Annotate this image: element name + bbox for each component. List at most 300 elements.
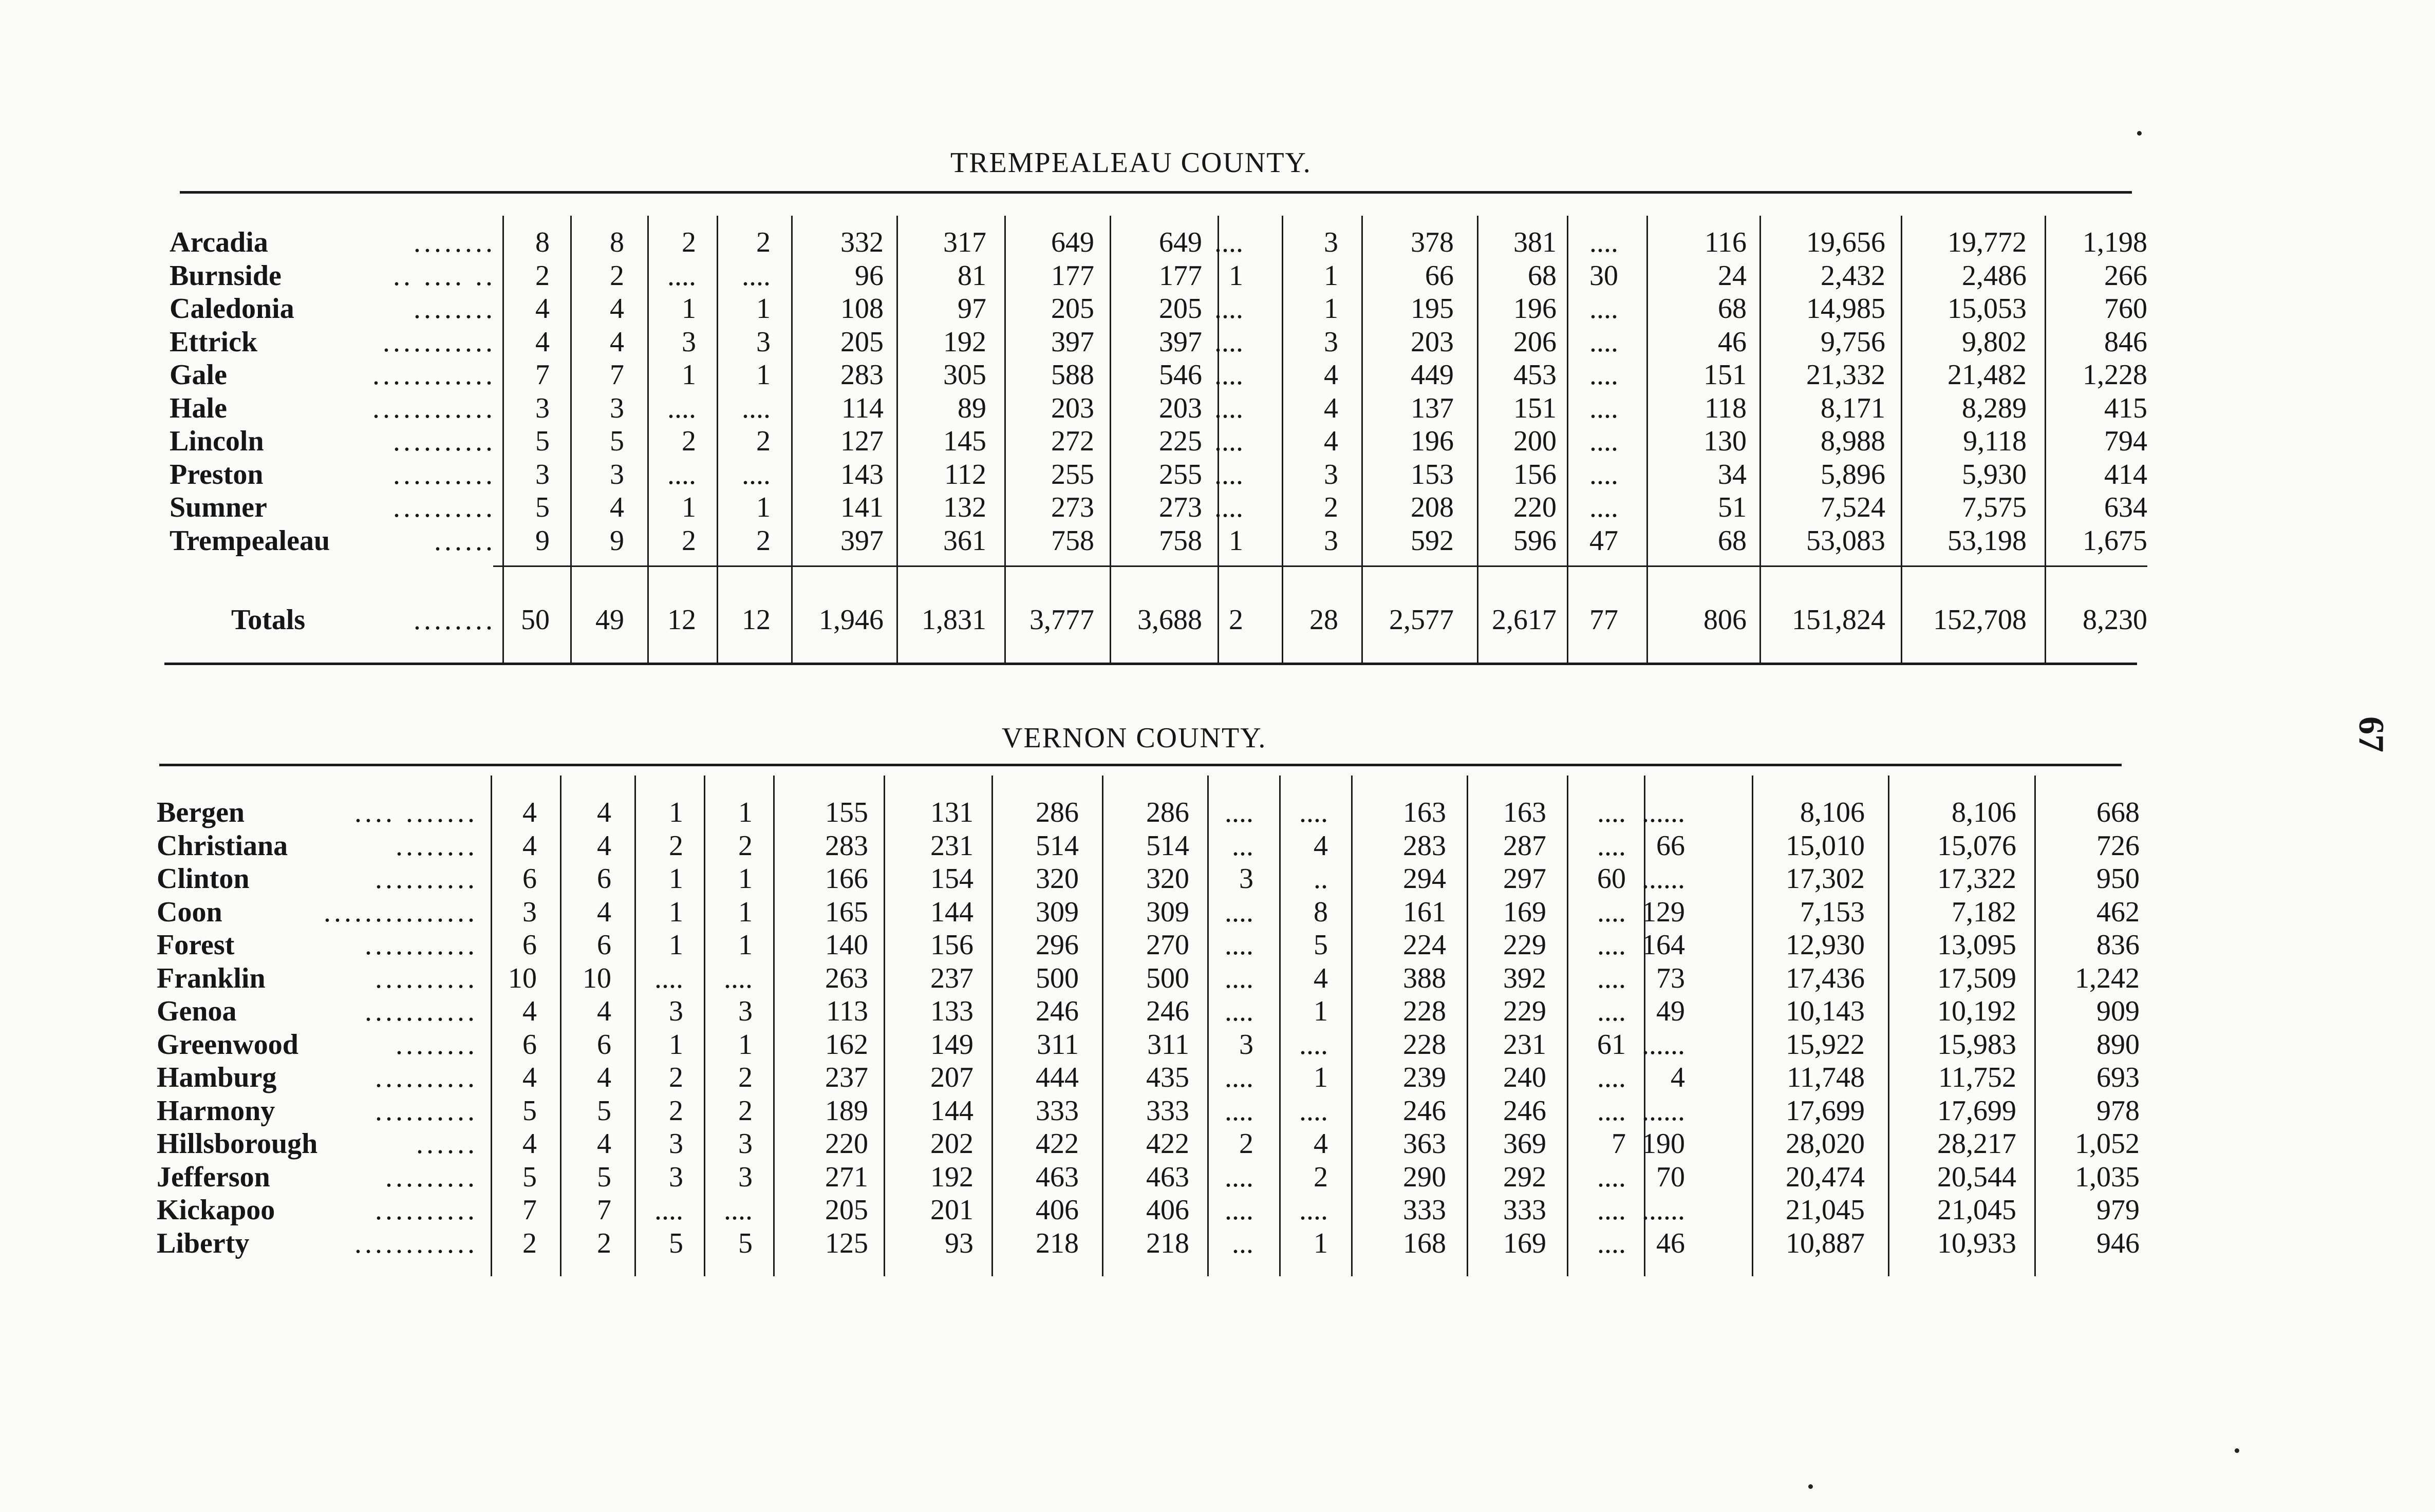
table-cell: 255 — [1159, 458, 1202, 490]
table-cell: 588 — [1051, 359, 1094, 391]
table-cell: 19,656 — [1806, 226, 1885, 258]
table-cell: 3 — [756, 326, 771, 358]
table-cell: 1,675 — [2083, 524, 2147, 557]
totals-cell: 49 — [595, 604, 624, 636]
table-cell: 154 — [930, 863, 973, 895]
table-cell: 229 — [1503, 929, 1546, 961]
column-rule — [991, 776, 993, 1276]
table-cell: .... — [742, 458, 771, 490]
table-cell: 156 — [1513, 458, 1557, 490]
table-cell: .... — [1225, 1094, 1253, 1127]
table-cell: 1 — [1324, 293, 1338, 325]
column-rule — [1102, 776, 1103, 1276]
table-cell: 3 — [1324, 458, 1338, 490]
table-cell: 169 — [1503, 1227, 1546, 1259]
table-cell: 946 — [2096, 1227, 2140, 1259]
table-cell: 4 — [1324, 359, 1338, 391]
table-cell: 9,118 — [1963, 425, 2027, 457]
table-cell: 1 — [669, 929, 683, 961]
table-cell: 4 — [1671, 1062, 1685, 1093]
table-cell: 151 — [1703, 359, 1747, 391]
table-cell: 1 — [669, 896, 683, 928]
table-cell: 794 — [2104, 425, 2147, 457]
table-cell: 546 — [1159, 359, 1202, 391]
column-rule — [1110, 216, 1111, 663]
table-cell: .... — [1589, 492, 1618, 523]
column-rule — [773, 776, 775, 1276]
table-cell: 363 — [1403, 1128, 1446, 1160]
totals-cell: 3,688 — [1137, 604, 1202, 636]
table-cell: 229 — [1503, 995, 1546, 1027]
table-cell: 1 — [1314, 1062, 1328, 1093]
column-rule — [570, 216, 572, 663]
table-cell: .... — [1225, 896, 1253, 928]
table-cell: 144 — [930, 1094, 973, 1127]
table-cell: 4 — [1314, 1128, 1328, 1160]
table-cell: 6 — [597, 929, 611, 961]
table-cell: 3 — [1239, 863, 1253, 895]
table-cell: 320 — [1146, 863, 1189, 895]
column-rule — [2034, 776, 2036, 1276]
table-cell: 266 — [2104, 259, 2147, 292]
table-cell: 8,171 — [1821, 392, 1885, 424]
table-cell: 311 — [1147, 1028, 1189, 1061]
table-cell: 155 — [825, 797, 868, 828]
table-cell: 2,486 — [1962, 259, 2027, 292]
table-cell: .... — [1589, 226, 1618, 258]
table-cell: 2 — [682, 524, 696, 557]
row-label: Hamburg — [157, 1062, 277, 1093]
table-cell: 500 — [1146, 962, 1189, 994]
table-cell: 53,083 — [1806, 524, 1885, 557]
table-cell: 270 — [1146, 929, 1189, 961]
table-cell: .... — [1597, 797, 1626, 828]
totals-cell: 152,708 — [1933, 604, 2027, 636]
table-cell: 47 — [1589, 524, 1618, 557]
table-cell: 6 — [597, 1028, 611, 1061]
table-cell: 237 — [930, 962, 973, 994]
table-cell: 3 — [1239, 1028, 1253, 1061]
table-cell: 15,076 — [1937, 829, 2016, 862]
table-cell: 49 — [1656, 995, 1685, 1027]
row-label: Ettrick — [170, 326, 258, 358]
table-cell: .... — [1589, 359, 1618, 391]
table-cell: 53,198 — [1947, 524, 2027, 557]
table-cell: 200 — [1513, 425, 1557, 457]
table-cell: 397 — [1159, 326, 1202, 358]
table-cell: .... — [742, 392, 771, 424]
table-cell: 273 — [1159, 492, 1202, 523]
table-cell: 388 — [1403, 962, 1446, 994]
table-cell: 168 — [1403, 1227, 1446, 1259]
table-cell: .... — [1225, 1194, 1253, 1226]
row-leader: ......... — [385, 1161, 478, 1193]
table-cell: 177 — [1159, 259, 1202, 292]
table-cell: 1 — [1229, 259, 1243, 292]
table-cell: .... — [724, 1194, 753, 1226]
table-cell: 2 — [669, 1062, 683, 1093]
table-cell: 145 — [943, 425, 986, 457]
table-cell: .... — [1214, 492, 1243, 523]
column-rule — [717, 216, 718, 663]
table-cell: 19,772 — [1947, 226, 2027, 258]
table-cell: 2 — [1314, 1161, 1328, 1193]
table-cell: 1 — [756, 293, 771, 325]
table-cell: .... — [1597, 1062, 1626, 1093]
ink-speck — [1808, 1484, 1813, 1489]
column-rule — [791, 216, 793, 663]
table-cell: 4 — [610, 492, 624, 523]
row-leader: .......... — [375, 962, 478, 994]
table-cell: 151 — [1513, 392, 1557, 424]
column-rule — [634, 776, 636, 1276]
table-cell: 225 — [1159, 425, 1202, 457]
table-cell: 1 — [738, 797, 753, 828]
table-cell: 20,544 — [1937, 1161, 2016, 1193]
table-cell: 5 — [738, 1227, 753, 1259]
table-cell: 205 — [1051, 293, 1094, 325]
table-cell: 207 — [930, 1062, 973, 1093]
table-cell: 165 — [825, 896, 868, 928]
table-cell: ...... — [1642, 1028, 1685, 1061]
table-cell: .... — [1597, 1161, 1626, 1193]
table-cell: 8 — [535, 226, 550, 258]
table-cell: ... — [1232, 829, 1253, 862]
table-cell: .. — [1314, 863, 1328, 895]
table-cell: 20,474 — [1786, 1161, 1865, 1193]
row-label: Burnside — [170, 259, 282, 292]
column-rule — [1282, 216, 1283, 663]
table-cell: .... — [742, 259, 771, 292]
table-cell: 415 — [2104, 392, 2147, 424]
table-cell: 9,802 — [1962, 326, 2027, 358]
table-cell: 283 — [825, 829, 868, 862]
table-cell: 8,106 — [1800, 797, 1865, 828]
table-cell: 333 — [1036, 1094, 1079, 1127]
row-label: Caledonia — [170, 293, 294, 325]
table-cell: 21,482 — [1947, 359, 2027, 391]
table-cell: 290 — [1403, 1161, 1446, 1193]
totals-cell: 151,824 — [1792, 604, 1885, 636]
column-rule — [560, 776, 561, 1276]
table-cell: 177 — [1051, 259, 1094, 292]
table-cell: 68 — [1718, 293, 1747, 325]
table-cell: 1 — [669, 863, 683, 895]
table-cell: 5 — [597, 1161, 611, 1193]
table-cell: 246 — [1036, 995, 1079, 1027]
table-cell: 978 — [2096, 1094, 2140, 1127]
table-cell: 4 — [522, 995, 537, 1027]
row-leader: .......... — [393, 425, 496, 457]
table-cell: 21,332 — [1806, 359, 1885, 391]
table-cell: 414 — [2104, 458, 2147, 490]
table-cell: 5,896 — [1821, 458, 1885, 490]
table-cell: 320 — [1036, 863, 1079, 895]
table-cell: 6 — [522, 1028, 537, 1061]
table-cell: 668 — [2096, 797, 2140, 828]
table-cell: .... — [1214, 226, 1243, 258]
row-leader: .......... — [393, 492, 496, 523]
table-cell: 17,436 — [1786, 962, 1865, 994]
table-cell: 143 — [840, 458, 884, 490]
table-cell: 15,983 — [1937, 1028, 2016, 1061]
totals-cell: 12 — [742, 604, 771, 636]
table-cell: 237 — [825, 1062, 868, 1093]
row-label: Clinton — [157, 863, 250, 895]
table-cell: 406 — [1036, 1194, 1079, 1226]
column-rule — [896, 216, 898, 663]
column-rule — [491, 776, 492, 1276]
table-cell: 2 — [756, 524, 771, 557]
table-cell: 1 — [682, 293, 696, 325]
table-cell: 2 — [738, 829, 753, 862]
table-cell: 890 — [2096, 1028, 2140, 1061]
table-cell: 1 — [669, 797, 683, 828]
table-cell: 5 — [522, 1094, 537, 1127]
table-cell: 231 — [1503, 1028, 1546, 1061]
column-rule — [704, 776, 705, 1276]
row-label: Lincoln — [170, 425, 264, 457]
table-cell: .... — [1597, 1227, 1626, 1259]
table-cell: 369 — [1503, 1128, 1546, 1160]
table-cell: 3 — [1324, 226, 1338, 258]
table-cell: .... — [1597, 1194, 1626, 1226]
table-cell: 2 — [738, 1094, 753, 1127]
table-cell: 5 — [522, 1161, 537, 1193]
column-rule — [1752, 776, 1753, 1276]
row-label: Franklin — [157, 962, 266, 994]
table-cell: 203 — [1051, 392, 1094, 424]
table-cell: 909 — [2096, 995, 2140, 1027]
table-cell: 61 — [1597, 1028, 1626, 1061]
table-cell: 21,045 — [1937, 1194, 2016, 1226]
table-cell: 137 — [1411, 392, 1454, 424]
row-leader: .......... — [393, 458, 496, 490]
row-label: Kickapoo — [157, 1194, 275, 1226]
row-leader: ............... — [324, 896, 478, 928]
table-cell: 161 — [1403, 896, 1446, 928]
table-cell: 592 — [1411, 524, 1454, 557]
table-cell: 297 — [1503, 863, 1546, 895]
table-cell: 17,509 — [1937, 962, 2016, 994]
table-cell: .... — [1214, 293, 1243, 325]
table-cell: 9,756 — [1821, 326, 1885, 358]
table-cell: 3 — [610, 392, 624, 424]
table-cell: .... — [1589, 458, 1618, 490]
table-cell: 108 — [840, 293, 884, 325]
table-cell: 15,053 — [1947, 293, 2027, 325]
row-label: Greenwood — [157, 1028, 298, 1061]
table-cell: 127 — [840, 425, 884, 457]
table-cell: 203 — [1159, 392, 1202, 424]
table-cell: 3 — [1324, 524, 1338, 557]
table-cell: 836 — [2096, 929, 2140, 961]
table-cell: 4 — [610, 326, 624, 358]
table-cell: .... — [1589, 293, 1618, 325]
table-cell: 2 — [1239, 1128, 1253, 1160]
table-cell: 68 — [1718, 524, 1747, 557]
row-leader: .......... — [375, 1194, 478, 1226]
table-cell: 46 — [1656, 1227, 1685, 1259]
table-cell: 4 — [522, 829, 537, 862]
table-cell: 3 — [535, 458, 550, 490]
column-rule — [1207, 776, 1209, 1276]
table-cell: .... — [1299, 1094, 1328, 1127]
table-cell: 4 — [1314, 962, 1328, 994]
table-cell: 9 — [535, 524, 550, 557]
table-cell: ...... — [1642, 797, 1685, 828]
table-cell: 1,242 — [2075, 962, 2140, 994]
row-leader: .......... — [375, 1062, 478, 1093]
table-cell: 8 — [610, 226, 624, 258]
row-leader: ............ — [372, 392, 496, 424]
totals-cell: 2,577 — [1389, 604, 1454, 636]
column-rule — [884, 776, 885, 1276]
table-cell: .... — [1214, 359, 1243, 391]
county-title-trempealeau: TREMPEALEAU COUNTY. — [950, 147, 1312, 179]
table-cell: 2 — [738, 1062, 753, 1093]
table-cell: 333 — [1503, 1194, 1546, 1226]
table-cell: 163 — [1503, 797, 1546, 828]
totals-cell: 2,617 — [1492, 604, 1557, 636]
table-cell: 760 — [2104, 293, 2147, 325]
table-cell: 10 — [583, 962, 611, 994]
row-leader: ........ — [414, 293, 496, 325]
column-rule — [1467, 776, 1468, 1276]
table-cell: .... — [667, 259, 696, 292]
table-cell: .... — [724, 962, 753, 994]
table-cell: 422 — [1146, 1128, 1189, 1160]
table-cell: .... — [1225, 1062, 1253, 1093]
table-cell: 15,010 — [1786, 829, 1865, 862]
table-cell: 205 — [1159, 293, 1202, 325]
table-cell: .... — [1589, 326, 1618, 358]
table-cell: 4 — [1324, 425, 1338, 457]
table-cell: 283 — [840, 359, 884, 391]
table-cell: 2 — [597, 1227, 611, 1259]
table-cell: 17,699 — [1786, 1094, 1865, 1127]
table-cell: 3 — [669, 995, 683, 1027]
table-cell: 332 — [840, 226, 884, 258]
table-cell: 406 — [1146, 1194, 1189, 1226]
column-rule — [1759, 216, 1761, 663]
table-cell: 89 — [958, 392, 986, 424]
table-cell: 4 — [597, 896, 611, 928]
table-cell: .... — [1225, 995, 1253, 1027]
table-cell: 13,095 — [1937, 929, 2016, 961]
table-cell: 11,748 — [1787, 1062, 1865, 1093]
table-cell: 3 — [738, 1128, 753, 1160]
table-cell: 514 — [1036, 829, 1079, 862]
table-cell: 113 — [826, 995, 868, 1027]
table-cell: 5 — [535, 425, 550, 457]
table-cell: 231 — [930, 829, 973, 862]
table-cell: 7 — [597, 1194, 611, 1226]
table-cell: 1 — [669, 1028, 683, 1061]
table-cell: 361 — [943, 524, 986, 557]
table-cell: 141 — [840, 492, 884, 523]
table-cell: 4 — [522, 1062, 537, 1093]
totals-cell: 50 — [521, 604, 550, 636]
table-cell: 2 — [669, 1094, 683, 1127]
table-cell: 453 — [1513, 359, 1557, 391]
row-label: Jefferson — [157, 1161, 270, 1193]
row-leader: ...... — [434, 524, 496, 557]
table-cell: .... — [1597, 1094, 1626, 1127]
table-cell: 144 — [930, 896, 973, 928]
table-cell: 60 — [1597, 863, 1626, 895]
row-leader: ........ — [396, 1028, 478, 1061]
table-cell: 218 — [1146, 1227, 1189, 1259]
table-cell: 15,922 — [1786, 1028, 1865, 1061]
table-cell: 2 — [522, 1227, 537, 1259]
table-cell: 8,106 — [1952, 797, 2016, 828]
row-label: Harmony — [157, 1094, 275, 1127]
page-number: 67 — [2351, 716, 2391, 752]
table-cell: 7,153 — [1800, 896, 1865, 928]
table-cell: .... — [1225, 962, 1253, 994]
table-cell: 10,887 — [1786, 1227, 1865, 1259]
table-cell: 140 — [825, 929, 868, 961]
table-cell: 444 — [1036, 1062, 1079, 1093]
totals-cell: 8,230 — [2083, 604, 2147, 636]
table-cell: 17,699 — [1937, 1094, 2016, 1127]
table-cell: 24 — [1718, 259, 1747, 292]
table-cell: 1 — [682, 359, 696, 391]
table-cell: 192 — [930, 1161, 973, 1193]
table-cell: 228 — [1403, 1028, 1446, 1061]
bottom-rule — [164, 663, 2137, 665]
totals-cell: 1,946 — [819, 604, 884, 636]
table-cell: 240 — [1503, 1062, 1546, 1093]
row-label: Trempealeau — [170, 524, 330, 557]
table-cell: 7 — [535, 359, 550, 391]
table-cell: 7 — [1612, 1128, 1626, 1160]
table-cell: 5 — [669, 1227, 683, 1259]
table-cell: 166 — [825, 863, 868, 895]
table-cell: 294 — [1403, 863, 1446, 895]
table-cell: 846 — [2104, 326, 2147, 358]
table-cell: .... — [1214, 326, 1243, 358]
table-cell: 311 — [1037, 1028, 1079, 1061]
column-rule — [2045, 216, 2046, 663]
table-cell: 1 — [738, 929, 753, 961]
table-cell: 1 — [756, 359, 771, 391]
table-cell: 189 — [825, 1094, 868, 1127]
table-cell: 206 — [1513, 326, 1557, 358]
table-cell: 66 — [1656, 829, 1685, 862]
table-cell: 726 — [2096, 829, 2140, 862]
table-cell: 114 — [841, 392, 884, 424]
table-cell: 34 — [1718, 458, 1747, 490]
table-cell: 203 — [1411, 326, 1454, 358]
table-cell: 96 — [855, 259, 884, 292]
table-cell: 309 — [1036, 896, 1079, 928]
table-cell: 3 — [738, 1161, 753, 1193]
table-cell: 435 — [1146, 1062, 1189, 1093]
table-cell: .... — [1589, 392, 1618, 424]
table-cell: 1 — [1314, 995, 1328, 1027]
table-cell: 3 — [610, 458, 624, 490]
totals-cell: 806 — [1703, 604, 1747, 636]
table-cell: 333 — [1403, 1194, 1446, 1226]
row-label: Genoa — [157, 995, 237, 1027]
row-label: Preston — [170, 458, 264, 490]
table-cell: 205 — [825, 1194, 868, 1226]
table-cell: 4 — [522, 797, 537, 828]
table-cell: 7,182 — [1952, 896, 2016, 928]
table-cell: 1,035 — [2075, 1161, 2140, 1193]
